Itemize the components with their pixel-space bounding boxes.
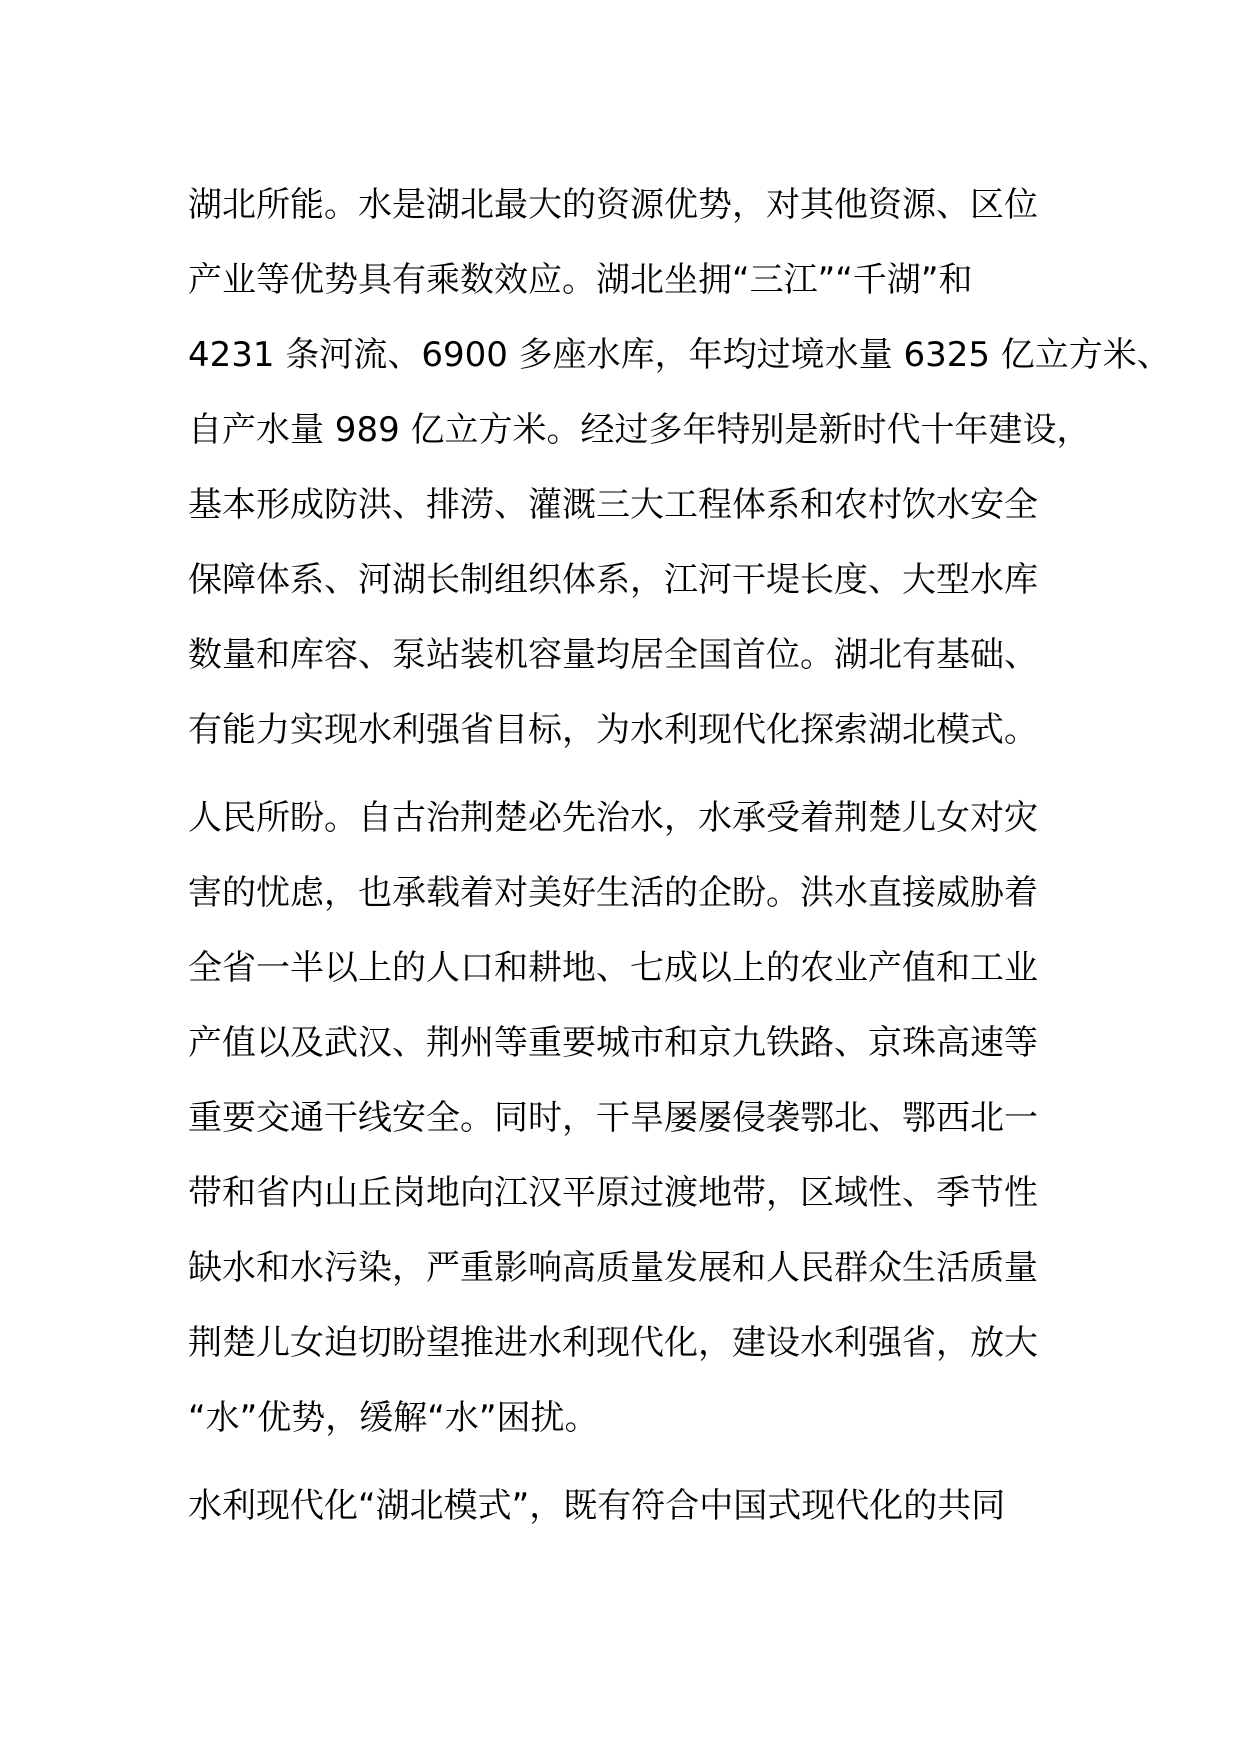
paragraph-3 bbox=[188, 1469, 1068, 1544]
document-body bbox=[188, 168, 1171, 1557]
text-line: 产值以及武汉、荆州等重要城市和京九铁路、京珠高速等 bbox=[188, 1023, 1038, 1063]
text-line: 有能力实现水利强省目标，为水利现代化探索湖北模式。 bbox=[188, 710, 1038, 750]
text-line: 保障体系、河湖长制组织体系，江河干堤长度、大型水库 bbox=[188, 560, 1038, 600]
text-line: 荆楚儿女迫切盼望推进水利现代化，建设水利强省，放大 bbox=[188, 1323, 1038, 1363]
text-line: 重要交通干线安全。同时，干旱屡屡侵袭鄂北、鄂西北一 bbox=[188, 1098, 1038, 1138]
text-line: 人民所盼。自古治荆楚必先治水，水承受着荆楚儿女对灾 bbox=[188, 798, 1038, 838]
text-line: 带和省内山丘岗地向江汉平原过渡地带，区域性、季节性 bbox=[188, 1173, 1038, 1213]
text-line: 湖北所能。水是湖北最大的资源优势，对其他资源、区位 bbox=[188, 185, 1038, 225]
text-line: 害的忧虑，也承载着对美好生活的企盼。洪水直接威胁着 bbox=[188, 873, 1038, 913]
text-line: 产业等优势具有乘数效应。湖北坐拥“三江”“千湖”和 bbox=[188, 260, 973, 300]
paragraph-2 bbox=[188, 781, 1068, 1456]
text-line: 4231 条河流、6900 多座水库，年均过境水量 6325 亿立方米、 bbox=[188, 335, 1171, 375]
text-line: 缺水和水污染，严重影响高质量发展和人民群众生活质量 bbox=[188, 1248, 1038, 1288]
text-line: 数量和库容、泵站装机容量均居全国首位。湖北有基础、 bbox=[188, 635, 1038, 675]
paragraph-1 bbox=[188, 168, 1171, 768]
text-line: 基本形成防洪、排涝、灌溉三大工程体系和农村饮水安全 bbox=[188, 485, 1038, 525]
text-line: 全省一半以上的人口和耕地、七成以上的农业产值和工业 bbox=[188, 948, 1038, 988]
text-line: “水”优势，缓解“水”困扰。 bbox=[188, 1398, 599, 1438]
text-line: 水利现代化“湖北模式”，既有符合中国式现代化的共同 bbox=[188, 1486, 1006, 1526]
text-line: 自产水量 989 亿立方米。经过多年特别是新时代十年建设， bbox=[188, 410, 1091, 450]
